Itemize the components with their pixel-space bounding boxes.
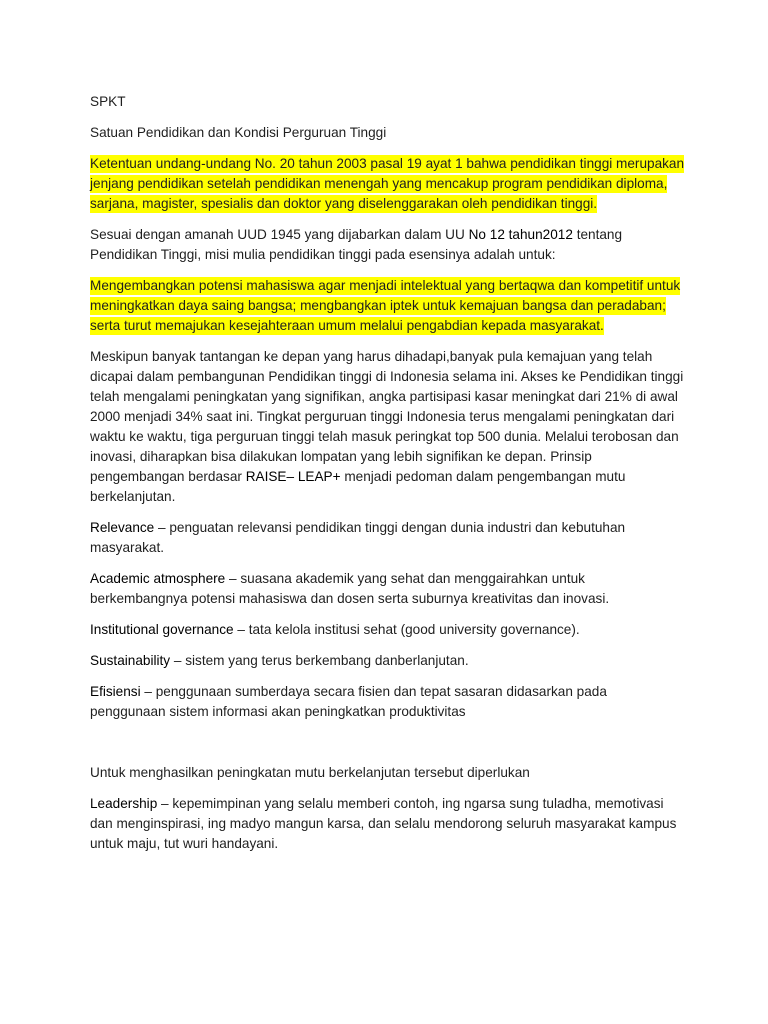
law-reference: No 12 tahun2012 bbox=[468, 227, 573, 242]
paragraph-text: Sesuai dengan amanah UUD 1945 yang dijabarkan dalam UU bbox=[90, 227, 469, 242]
paragraph-spacer bbox=[90, 733, 686, 763]
paragraph-mandate bbox=[90, 225, 686, 265]
list-item-term: Institutional governance bbox=[90, 622, 234, 637]
list-item-leadership bbox=[90, 794, 686, 854]
paragraph-text: Meskipun banyak tantangan ke depan yang harus dihadapi,banyak pula kemajuan yang telah dicapai dalam pembangunan Pendidikan tinggi di Indonesia selama ini. Akses ke Pendidikan tinggi telah mengalami peningkatan yang signifikan, angka partisipasi kasar meningkat dari 21% di awal 2000 menjadi 34% saat ini. Tingkat perguruan tinggi Indonesia terus mengalami peningkatan dari waktu ke waktu, tiga perguruan tinggi telah masuk peringkat top 500 dunia. Melalui terobosan dan inovasi, diharapkan bisa dilakukan lompatan yang lebih signifikan ke depan. Prinsip pengembangan berdasar bbox=[90, 349, 684, 484]
paragraph-law-highlight bbox=[90, 154, 686, 214]
list-item-efisiensi bbox=[90, 682, 686, 722]
list-item-description: – suasana akademik yang sehat dan menggairahkan untuk berkembangnya potensi mahasiswa dan dosen serta suburnya kreativitas dan inovasi. bbox=[90, 571, 610, 606]
paragraph-mission-highlight bbox=[90, 276, 686, 336]
list-item-description: – sistem yang terus berkembang danberlanjutan. bbox=[170, 653, 469, 668]
list-item-relevance bbox=[90, 518, 686, 558]
document-page bbox=[90, 92, 686, 865]
list-item-term: Sustainability bbox=[90, 653, 171, 668]
list-item-term: Relevance bbox=[90, 520, 155, 535]
list-item-description: – kepemimpinan yang selalu memberi contoh, ing ngarsa sung tuladha, memotivasi dan menginspirasi, ing madyo mangun karsa, dan selalu mendorong seluruh masyarakat kampus untuk maju, tut wuri handayani. bbox=[90, 796, 677, 851]
paragraph-requirement: Untuk menghasilkan peningkatan mutu berkelanjutan tersebut diperlukan bbox=[90, 765, 530, 780]
list-item-institutional-governance bbox=[90, 620, 686, 640]
list-item-term: Academic atmosphere bbox=[90, 571, 226, 586]
highlighted-text: Ketentuan undang-undang No. 20 tahun 2003 pasal 19 ayat 1 bahwa pendidikan tinggi merupakan jenjang pendidikan setelah pendidikan menengah yang mencakup program pendidikan diploma, sarjana, magister, spesialis dan doktor yang diselenggarakan oleh pendidikan tinggi. bbox=[90, 156, 685, 211]
paragraph-text: tentang Pendidikan Tinggi, misi mulia pendidikan tinggi pada esensinya adalah untuk: bbox=[90, 227, 623, 262]
document-heading: SPKT bbox=[90, 94, 126, 109]
paragraph-progress bbox=[90, 347, 686, 507]
list-item-term: Efisiensi bbox=[90, 684, 141, 699]
list-item-description: – penguatan relevansi pendidikan tinggi dengan dunia industri dan kebutuhan masyarakat. bbox=[90, 520, 626, 555]
highlighted-text: Mengembangkan potensi mahasiswa agar menjadi intelektual yang bertaqwa dan kompetitif untuk meningkatkan daya saing bangsa; mengbangkan iptek untuk kemajuan bangsa dan peradaban; serta turut memajukan kesejahteraan umum melalui pengabdian kepada masyarakat. bbox=[90, 278, 681, 333]
list-item-description: – tata kelola institusi sehat (good university governance). bbox=[233, 622, 580, 637]
list-item-description: – penggunaan sumberdaya secara fisien dan tepat sasaran didasarkan pada penggunaan sistem informasi akan peningkatkan produktivitas bbox=[90, 684, 607, 719]
document-subheading: Satuan Pendidikan dan Kondisi Perguruan Tinggi bbox=[90, 125, 387, 140]
paragraph-text: menjadi pedoman dalam pengembangan mutu berkelanjutan. bbox=[90, 469, 626, 504]
list-item-sustainability bbox=[90, 651, 686, 671]
list-item-term: Leadership bbox=[90, 796, 158, 811]
list-item-academic-atmosphere bbox=[90, 569, 686, 609]
raise-leap-term: RAISE– LEAP+ bbox=[245, 469, 341, 484]
